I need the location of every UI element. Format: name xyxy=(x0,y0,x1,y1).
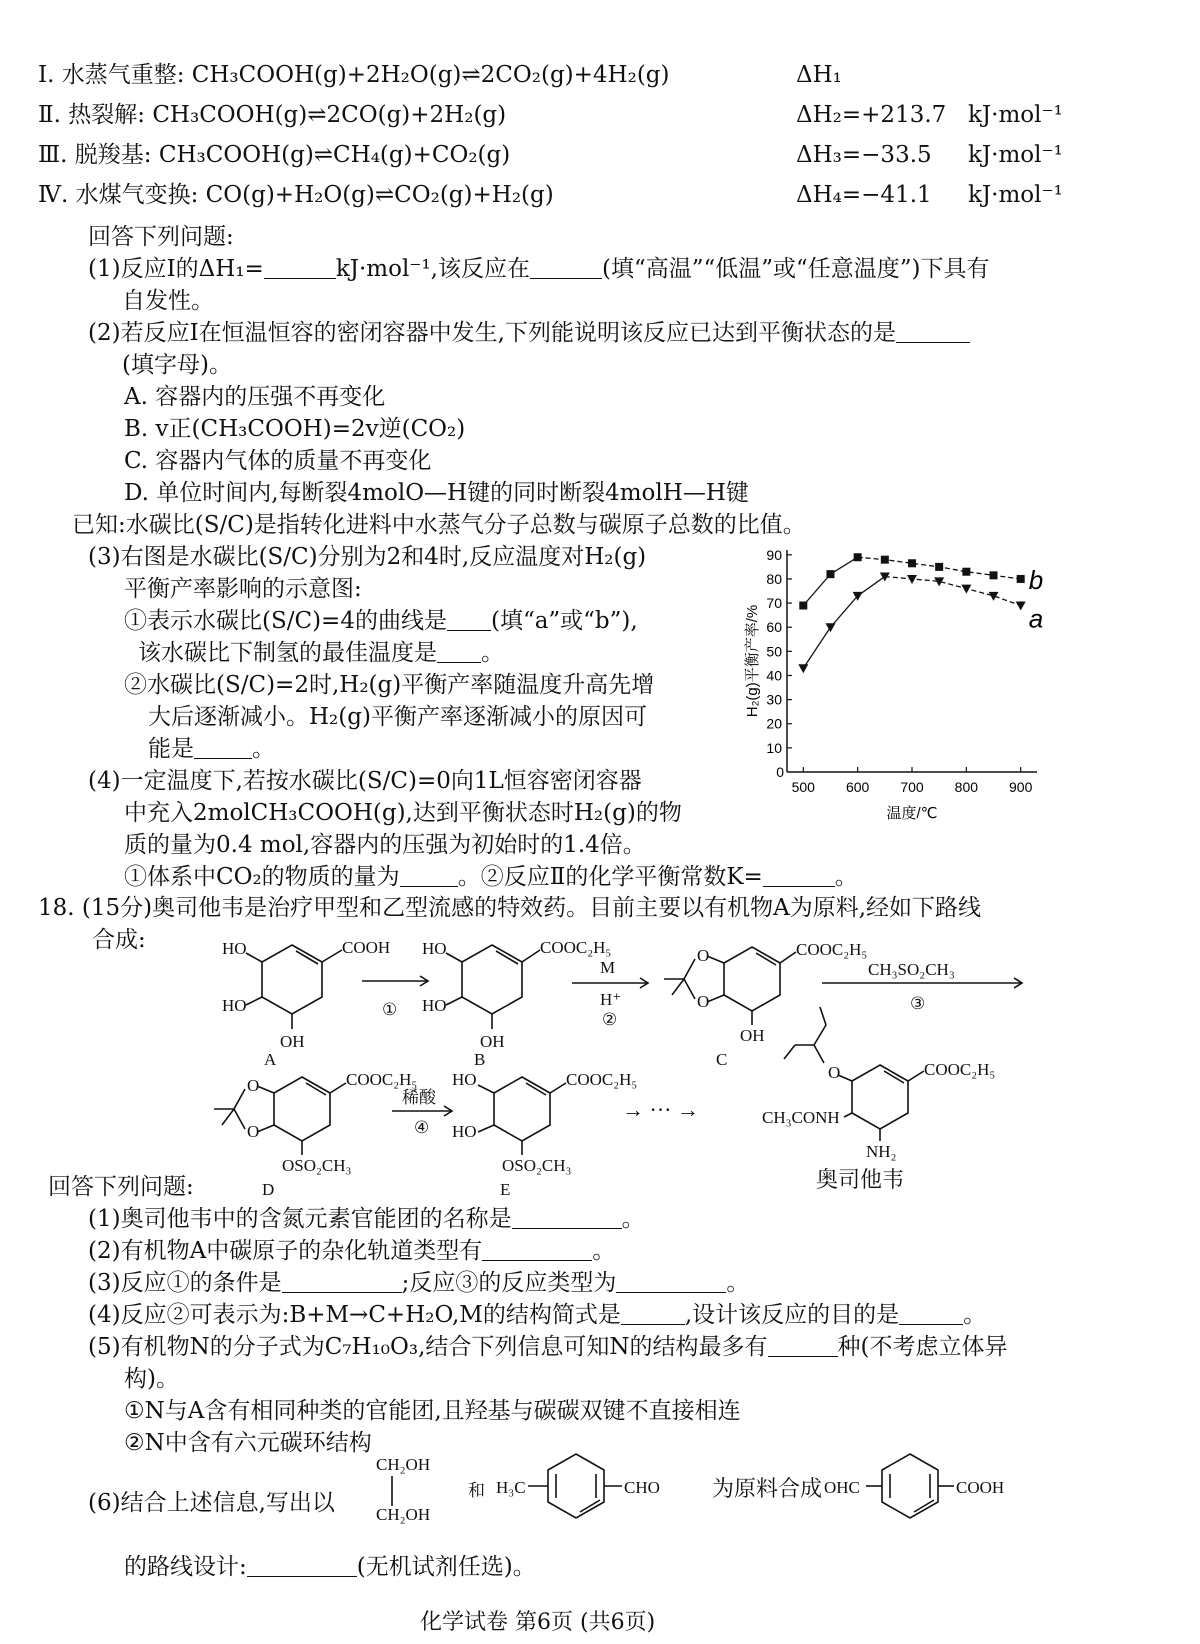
reaction-1-label: Ⅰ. 水蒸气重整: xyxy=(38,62,185,88)
reaction-3-unit: kJ·mol⁻¹ xyxy=(968,142,1063,168)
q18-l1 xyxy=(88,1204,645,1234)
answer-blank[interactable] xyxy=(247,1554,357,1577)
c-cooet: COOC₂H₅ xyxy=(796,940,868,959)
c-o2: O xyxy=(697,992,710,1011)
arrow2-num: ② xyxy=(602,1010,618,1029)
ohc-text: OHC xyxy=(824,1478,860,1497)
y-axis-label: H₂(g)平衡产率/% xyxy=(744,604,761,718)
h3c-text: H₃C xyxy=(496,1478,526,1497)
y-tick-label: 10 xyxy=(766,739,782,756)
arrow1-num: ① xyxy=(382,1000,398,1019)
q17-part3-line1: (3)右图是水碳比(S/C)分别为2和4时,反应温度对H₂(g) xyxy=(88,544,647,570)
y-tick-label: 50 xyxy=(766,643,782,660)
q17-p1c: (填“高温”“低温”或“任意温度”)下具有 xyxy=(601,256,990,282)
x-axis-label: 温度/℃ xyxy=(886,805,938,822)
q17-p1b: kJ·mol⁻¹,该反应在 xyxy=(335,256,530,282)
reaction-1 xyxy=(38,60,670,90)
d-oso2: OSO₂CH₃ xyxy=(282,1156,352,1175)
y-tick-label: 30 xyxy=(766,691,782,708)
arrow4-top: 稀酸 xyxy=(402,1088,436,1107)
q17-part2-line2: (填字母)。 xyxy=(122,352,232,378)
ch2oh-top: CH₂OH xyxy=(376,1455,431,1474)
q17-part2-line1 xyxy=(88,318,970,348)
q18-l3b: ;反应③的反应类型为 xyxy=(401,1270,617,1296)
ch2oh-bottom: CH₂OH xyxy=(376,1505,431,1524)
q17-p3h: 能是 xyxy=(148,736,194,762)
q17-p3c: ①表示水碳比(S/C)=4的曲线是 xyxy=(124,608,447,634)
molecule-a xyxy=(246,945,342,1029)
e-oso2: OSO₂CH₃ xyxy=(502,1156,572,1175)
q18-l4b: ,设计该反应的目的是 xyxy=(684,1302,900,1328)
series-a-point xyxy=(989,592,999,601)
y-tick-label: 40 xyxy=(766,667,782,684)
period: 。 xyxy=(726,1270,750,1296)
q18-l5c: 构)。 xyxy=(124,1366,179,1392)
q17-p3e: 该水碳比下制氢的最佳温度是 xyxy=(138,640,437,666)
series-b-point xyxy=(826,570,834,578)
q17-intro: 回答下列问题: xyxy=(88,224,234,250)
series-a-point xyxy=(907,575,917,584)
q17-part4-line3: 质的量为0.4 mol,容器内的压强为初始时的1.4倍。 xyxy=(124,832,646,858)
series-b-point xyxy=(908,559,916,567)
q17-part3-line5: ②水碳比(S/C)=2时,H₂(g)平衡产率随温度升高先增 xyxy=(124,672,655,698)
q18-l4a: (4)反应②可表示为:B+M→C+H₂O,M的结构简式是 xyxy=(88,1302,621,1328)
os-cooet: COOC₂H₅ xyxy=(924,1060,996,1079)
q17-option-b: B. v正(CH₃COOH)=2v逆(CO₂) xyxy=(124,416,466,442)
arrow5-dots: → ··· → xyxy=(622,1097,699,1122)
q18-l6d: (无机试剂任选)。 xyxy=(356,1554,536,1580)
q17-p1a: (1)反应Ⅰ的ΔH₁= xyxy=(88,256,264,282)
label-a: A xyxy=(264,1050,277,1069)
q17-part3-line4 xyxy=(138,638,504,668)
part6-structures xyxy=(0,1440,1200,1540)
l6b-text: 为原料合成 xyxy=(712,1477,823,1502)
q18-l5e: ②N中含有六元碳环结构 xyxy=(124,1430,372,1456)
period: 。 xyxy=(592,1238,616,1264)
reaction-4-label: Ⅳ. 水煤气变换: xyxy=(38,182,199,208)
series-b-point xyxy=(990,571,998,579)
y-tick-label: 20 xyxy=(766,715,782,732)
answer-blank[interactable] xyxy=(763,864,835,887)
answer-blank[interactable] xyxy=(194,736,252,759)
q17-p4d: ①体系中CO₂的物质的量为 xyxy=(124,864,400,890)
series-a-point xyxy=(798,664,808,673)
series-b-point xyxy=(881,556,889,564)
q17-part4-line2: 中充入2molCH₃COOH(g),达到平衡状态时H₂(g)的物 xyxy=(124,800,682,826)
a-ho1: HO xyxy=(222,939,247,958)
answer-blank[interactable] xyxy=(896,320,970,343)
q18-l3a: (3)反应①的条件是 xyxy=(88,1270,282,1296)
q17-part3-line7 xyxy=(148,734,275,764)
e-cooet: COOC₂H₅ xyxy=(566,1070,638,1089)
series-b-label: b xyxy=(1028,564,1044,595)
series-b-point xyxy=(799,602,807,610)
q17-part1-line2: 自发性。 xyxy=(122,288,214,314)
b-cooet: COOC₂H₅ xyxy=(540,938,612,957)
reaction-3-dh: ΔH₃=−33.5 xyxy=(796,142,932,168)
period: 。 xyxy=(252,736,275,762)
q17-known: 已知:水碳比(S/C)是指转化进料中水蒸气分子总数与碳原子总数的比值。 xyxy=(72,512,806,538)
molecule-b xyxy=(446,945,540,1029)
reaction-2-label: Ⅱ. 热裂解: xyxy=(38,102,146,128)
arrow3-top: CH₃SO₂CH₃ xyxy=(868,960,955,979)
reaction-3-label: Ⅲ. 脱羧基: xyxy=(38,142,152,168)
series-b-point xyxy=(854,553,862,561)
x-tick-label: 500 xyxy=(791,779,815,795)
y-tick-label: 70 xyxy=(766,595,782,612)
x-tick-label: 800 xyxy=(954,779,979,795)
series-a-point xyxy=(961,585,971,594)
series-a-line xyxy=(803,577,885,669)
q17-p2a: (2)若反应Ⅰ在恒温恒容的密闭容器中发生,下列能说明该反应已达到平衡状态的是 xyxy=(88,320,896,346)
x-tick-label: 700 xyxy=(900,779,924,795)
q18-head2: 合成: xyxy=(92,927,146,953)
q18-l3 xyxy=(88,1268,749,1298)
q17-option-c: C. 容器内气体的质量不再变化 xyxy=(124,448,432,474)
answer-blank[interactable] xyxy=(530,256,602,279)
c-oh: OH xyxy=(740,1026,765,1045)
h2-yield-chart xyxy=(732,540,1072,850)
a-ho2: HO xyxy=(222,996,247,1015)
answer-blank[interactable] xyxy=(899,1302,963,1325)
q18-l1-text: (1)奥司他韦中的含氮元素官能团的名称是 xyxy=(88,1206,512,1232)
series-b-point xyxy=(962,568,970,576)
period: 。 xyxy=(621,1206,645,1232)
e-ho1: HO xyxy=(452,1070,477,1089)
label-oseltamivir: 奥司他韦 xyxy=(816,1167,905,1192)
q18-l2-text: (2)有机物A中碳原子的杂化轨道类型有 xyxy=(88,1238,483,1264)
molecule-d xyxy=(214,1077,346,1155)
d-cooet: COOC₂H₅ xyxy=(346,1070,418,1089)
reaction-3 xyxy=(38,140,510,170)
q18-l5d: ①N与A含有相同种类的官能团,且羟基与碳碳双键不直接相连 xyxy=(124,1398,741,1424)
answer-blank[interactable] xyxy=(282,1270,402,1293)
q17-part1-line1 xyxy=(88,254,989,284)
q18-l6c xyxy=(124,1552,536,1582)
arrow2-top: M xyxy=(600,958,616,977)
series-a-label: a xyxy=(1028,603,1044,634)
reaction-4 xyxy=(38,180,554,210)
q17-option-a: A. 容器内的压强不再变化 xyxy=(124,384,386,410)
period: 。 xyxy=(834,864,858,890)
b-ho2: HO xyxy=(422,996,447,1015)
q18-l5a: (5)有机物N的分子式为C₇H₁₀O₃,结合下列信息可知N的结构最多有 xyxy=(88,1334,768,1360)
cho-text: CHO xyxy=(624,1478,660,1497)
reaction-1-equation: CH₃COOH(g)+2H₂O(g)⇌2CO₂(g)+4H₂(g) xyxy=(191,62,670,88)
answer-blank[interactable] xyxy=(400,864,458,887)
os-nh2: NH₂ xyxy=(866,1142,897,1161)
b-oh: OH xyxy=(480,1032,505,1051)
q18-l6a: (6)结合上述信息,写出以 xyxy=(88,1490,335,1516)
answer-blank[interactable] xyxy=(437,640,481,663)
label-d: D xyxy=(262,1180,275,1195)
y-tick-label: 80 xyxy=(766,570,782,587)
y-tick-label: 90 xyxy=(766,546,782,563)
arrow4-num: ④ xyxy=(414,1118,430,1137)
q18-intro: 回答下列问题: xyxy=(48,1174,194,1200)
reaction-4-unit: kJ·mol⁻¹ xyxy=(968,182,1063,208)
reaction-4-equation: CO(g)+H₂O(g)⇌CO₂(g)+H₂(g) xyxy=(205,182,554,208)
answer-blank[interactable] xyxy=(512,1206,622,1229)
a-oh: OH xyxy=(280,1032,305,1051)
period: 。 xyxy=(481,640,504,666)
q17-part3-line2: 平衡产率影响的示意图: xyxy=(124,576,362,602)
cooh-text: COOH xyxy=(956,1478,1005,1497)
y-tick-label: 60 xyxy=(766,619,782,636)
d-o1: O xyxy=(247,1076,260,1095)
q18-l5b: 种(不考虑立体异 xyxy=(837,1334,1008,1360)
arrow3-num: ③ xyxy=(910,994,926,1013)
b-ho1: HO xyxy=(422,939,447,958)
q17-part3-line6: 大后逐渐减小。H₂(g)平衡产率逐渐减小的原因可 xyxy=(148,704,647,730)
reaction-4-dh: ΔH₄=−41.1 xyxy=(796,182,932,208)
answer-blank[interactable] xyxy=(482,1238,592,1261)
e-ho2: HO xyxy=(452,1122,477,1141)
c-o1: O xyxy=(697,946,710,965)
series-b-line xyxy=(803,557,857,605)
q17-option-d: D. 单位时间内,每断裂4molO—H键的同时断裂4molH—H键 xyxy=(124,480,749,506)
series-a-point xyxy=(1016,602,1026,611)
q17-part4-line4 xyxy=(124,862,858,892)
reaction-2-unit: kJ·mol⁻¹ xyxy=(968,102,1063,128)
zero-label: 0 xyxy=(776,764,784,780)
q18-l4 xyxy=(88,1300,986,1330)
q17-p3d: (填“a”或“b”), xyxy=(490,608,638,634)
label-e: E xyxy=(500,1180,511,1195)
q18-l2 xyxy=(88,1236,615,1266)
x-tick-label: 600 xyxy=(845,779,870,795)
answer-blank[interactable] xyxy=(616,1270,726,1293)
q17-p4e: 。②反应Ⅱ的化学平衡常数K= xyxy=(457,864,763,890)
series-a-point xyxy=(825,623,835,632)
a-cooh: COOH xyxy=(342,938,391,957)
os-ch3conh: CH₃CONH xyxy=(762,1108,840,1127)
answer-blank[interactable] xyxy=(264,256,336,279)
molecule-c xyxy=(664,947,796,1025)
x-tick-label: 900 xyxy=(1009,779,1033,795)
answer-blank[interactable] xyxy=(447,608,491,631)
molecule-e xyxy=(478,1077,566,1155)
q18-l5 xyxy=(88,1332,1008,1362)
os-o: O xyxy=(828,1063,841,1082)
reaction-1-dh: ΔH₁ xyxy=(796,62,842,88)
reaction-2-dh: ΔH₂=+213.7 xyxy=(796,102,947,128)
he-text: 和 xyxy=(468,1481,485,1501)
answer-blank[interactable] xyxy=(768,1334,838,1357)
q17-part3-line3 xyxy=(124,606,638,636)
arrow2-mid: H⁺ xyxy=(600,990,622,1009)
label-b: B xyxy=(474,1050,486,1069)
reaction-2-equation: CH₃COOH(g)⇌2CO(g)+2H₂(g) xyxy=(152,102,507,128)
series-b-point xyxy=(935,563,943,571)
q18-l6c-text: 的路线设计: xyxy=(124,1554,247,1580)
reaction-3-equation: CH₃COOH(g)⇌CH₄(g)+CO₂(g) xyxy=(158,142,511,168)
synthesis-scheme xyxy=(0,925,1200,1195)
period: 。 xyxy=(963,1302,987,1328)
answer-blank[interactable] xyxy=(621,1302,685,1325)
series-a-line-dashed xyxy=(885,577,1021,606)
d-o2: O xyxy=(247,1122,260,1141)
label-c: C xyxy=(716,1050,728,1069)
q17-part4-line1: (4)一定温度下,若按水碳比(S/C)=0向1L恒容密闭容器 xyxy=(88,768,642,794)
page-footer: 化学试卷 第6页 (共6页) xyxy=(420,1610,656,1635)
reaction-2 xyxy=(38,100,506,130)
q18-head: 18. (15分)奥司他韦是治疗甲型和乙型流感的特效药。目前主要以有机物A为原料,经如下路线 xyxy=(38,895,982,921)
series-b-point xyxy=(1017,575,1025,583)
